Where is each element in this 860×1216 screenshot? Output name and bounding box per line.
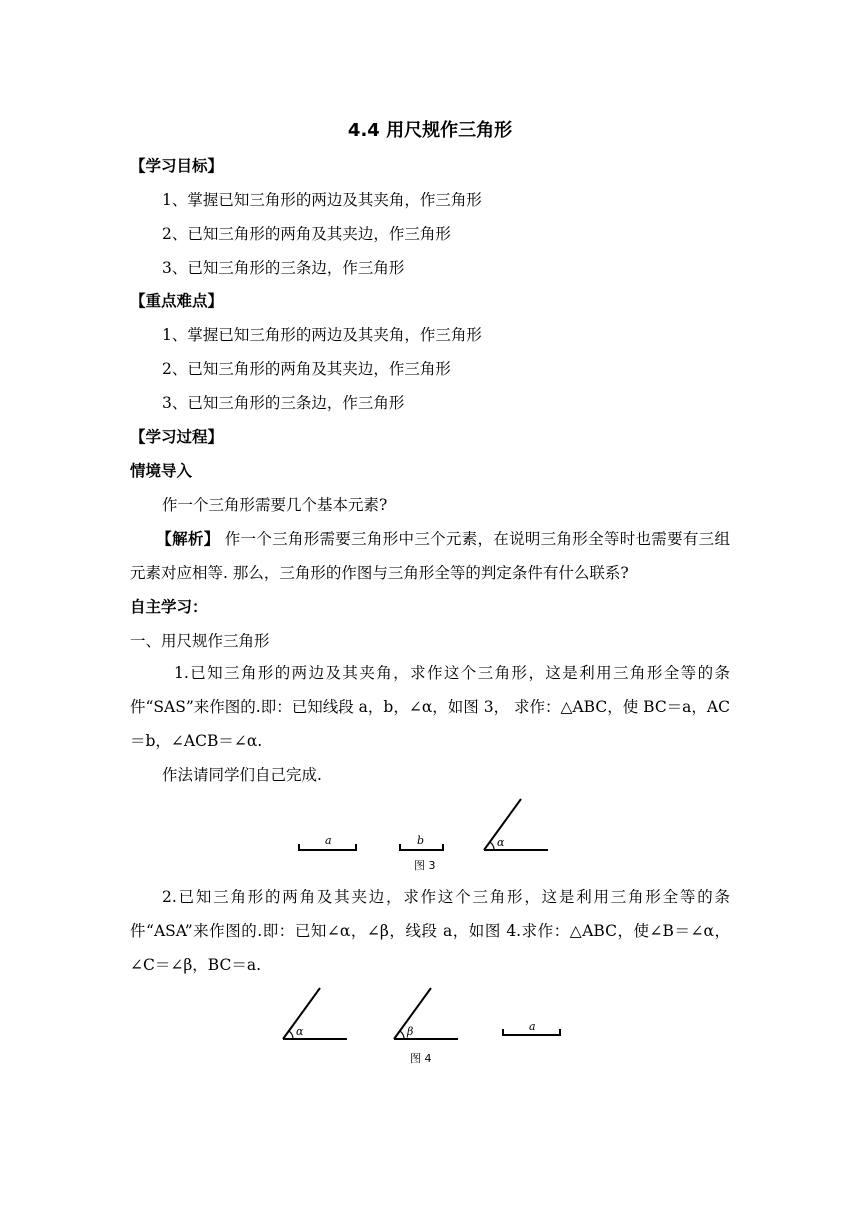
figure-3-caption: 图 3 xyxy=(414,859,436,872)
figure-4 xyxy=(276,984,576,1068)
analysis-label: 【解析】 xyxy=(156,530,220,548)
paragraph-sas xyxy=(130,656,730,758)
label-a: a xyxy=(325,834,332,847)
label-b: b xyxy=(417,834,425,847)
angle-alpha xyxy=(283,988,347,1039)
key-points-heading: 【重点难点】 xyxy=(130,292,224,310)
intro-heading: 情境导入 xyxy=(130,462,193,480)
label-alpha: α xyxy=(296,1025,304,1038)
analysis-text: 作一个三角形需要三角形中三个元素，在说明三角形全等时也需要有三组元素对应相等. 那么，三角形的作图与三角形全等的判定条件有什么联系? xyxy=(130,530,730,582)
paragraph-sas-note: 作法请同学们自己完成. xyxy=(162,766,322,784)
paragraph-asa xyxy=(130,880,730,982)
figure-4-caption: 图 4 xyxy=(410,1052,432,1065)
process-heading: 【学习过程】 xyxy=(130,428,224,446)
figure-3 xyxy=(290,794,560,874)
key-point-item: 2、已知三角形的两角及其夹边，作三角形 xyxy=(162,360,451,378)
angle-alpha xyxy=(484,799,548,850)
key-point-item: 1、掌握已知三角形的两边及其夹角，作三角形 xyxy=(162,326,482,344)
section1-title: 一、用尺规作三角形 xyxy=(130,632,270,650)
self-study-heading: 自主学习： xyxy=(130,598,208,616)
label-alpha: α xyxy=(497,836,505,849)
label-beta: β xyxy=(407,1025,414,1038)
objectives-heading: 【学习目标】 xyxy=(130,157,224,175)
objective-item: 2、已知三角形的两角及其夹边，作三角形 xyxy=(162,225,451,243)
objective-item: 3、已知三角形的三条边，作三角形 xyxy=(162,259,405,277)
analysis-paragraph xyxy=(130,522,730,590)
angle-beta xyxy=(394,988,458,1039)
page-title: 4.4 用尺规作三角形 xyxy=(347,120,513,141)
key-point-item: 3、已知三角形的三条边，作三角形 xyxy=(162,394,405,412)
label-a: a xyxy=(529,1020,536,1033)
intro-question: 作一个三角形需要几个基本元素? xyxy=(162,496,388,514)
objective-item: 1、掌握已知三角形的两边及其夹角，作三角形 xyxy=(162,191,482,209)
paragraph-asa-text: 2.已知三角形的两角及其夹边，求作这个三角形，这是利用三角形全等的条件“ASA”来作图的.即：已知∠α，∠β，线段 a，如图 4.求作：△ABC，使∠B＝∠α，∠C＝∠β，BC＝a. xyxy=(130,888,730,974)
paragraph-sas-text: 1.已知三角形的两边及其夹角，求作这个三角形，这是利用三角形全等的条件“SAS”来作图的.即：已知线段 a，b，∠α，如图 3， 求作：△ABC，使 BC＝a，AC＝b，∠ACB＝∠α. xyxy=(130,664,730,750)
